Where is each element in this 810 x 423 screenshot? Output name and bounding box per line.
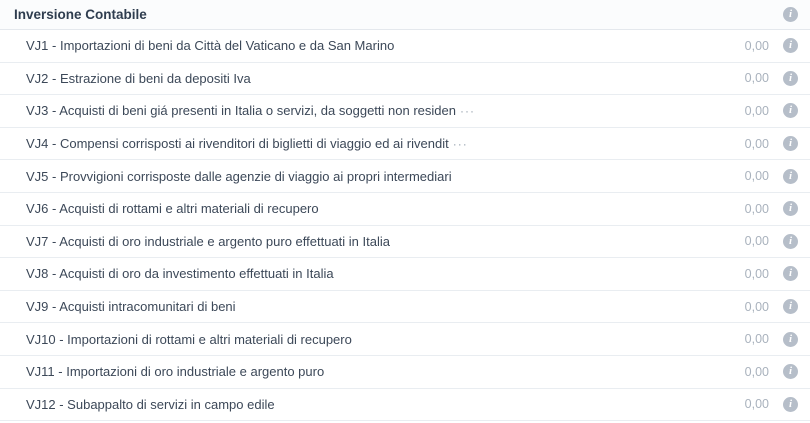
- info-icon[interactable]: i: [783, 299, 798, 314]
- row-label: [26, 266, 699, 281]
- row-amount: 0,00: [744, 103, 769, 118]
- info-icon[interactable]: i: [783, 266, 798, 281]
- row-label: [26, 299, 699, 314]
- table-row[interactable]: [0, 291, 810, 324]
- row-amount: 0,00: [744, 234, 769, 249]
- table-row[interactable]: [0, 160, 810, 193]
- row-label-text: VJ1 - Importazioni di beni da Città del Vaticano e da San Marino: [26, 38, 395, 54]
- table-row[interactable]: [0, 226, 810, 259]
- table-row[interactable]: [0, 30, 810, 63]
- info-icon[interactable]: i: [783, 397, 798, 412]
- row-label: [26, 332, 699, 347]
- row-label-text: VJ10 - Importazioni di rottami e altri materiali di recupero: [26, 331, 352, 347]
- row-label: [26, 71, 699, 86]
- row-label-text: VJ3 - Acquisti di beni giá presenti in Italia o servizi, da soggetti non residen: [26, 103, 456, 119]
- info-icon[interactable]: i: [783, 201, 798, 216]
- info-icon[interactable]: i: [783, 234, 798, 249]
- info-icon[interactable]: i: [783, 364, 798, 379]
- row-label-text: VJ7 - Acquisti di oro industriale e argento puro effettuati in Italia: [26, 233, 390, 249]
- row-label-text: VJ2 - Estrazione di beni da depositi Iva: [26, 70, 251, 86]
- row-label: [26, 201, 699, 216]
- row-amount: 0,00: [744, 201, 769, 216]
- info-icon[interactable]: i: [783, 38, 798, 53]
- page-title: Inversione Contabile: [14, 7, 147, 22]
- table-row[interactable]: [0, 323, 810, 356]
- row-label-text: VJ12 - Subappalto di servizi in campo edile: [26, 396, 275, 412]
- row-amount: 0,00: [744, 38, 769, 53]
- row-label: [26, 397, 699, 412]
- table-row[interactable]: [0, 356, 810, 389]
- row-amount: 0,00: [744, 364, 769, 379]
- row-label-text: VJ9 - Acquisti intracomunitari di beni: [26, 299, 236, 315]
- truncation-ellipsis: ···: [459, 103, 475, 118]
- table-row[interactable]: [0, 95, 810, 128]
- row-label-text: VJ5 - Provvigioni corrisposte dalle agenzie di viaggio ai propri intermediari: [26, 168, 452, 184]
- table-row[interactable]: [0, 389, 810, 422]
- row-amount: 0,00: [744, 169, 769, 184]
- row-amount: 0,00: [744, 71, 769, 86]
- row-label: [26, 364, 699, 379]
- rows-container: [0, 30, 810, 421]
- info-icon[interactable]: i: [783, 332, 798, 347]
- row-label-text: VJ4 - Compensi corrisposti ai rivenditori di biglietti di viaggio ed ai rivendit: [26, 136, 449, 152]
- row-label: [26, 169, 699, 184]
- row-amount: 0,00: [744, 332, 769, 347]
- row-label-text: VJ8 - Acquisti di oro da investimento effettuati in Italia: [26, 266, 334, 282]
- table-row[interactable]: [0, 128, 810, 161]
- row-label: [26, 136, 699, 151]
- row-amount: 0,00: [744, 299, 769, 314]
- row-amount: 0,00: [744, 266, 769, 281]
- info-icon[interactable]: i: [783, 71, 798, 86]
- row-label: [26, 38, 699, 53]
- info-icon[interactable]: i: [783, 136, 798, 151]
- info-icon[interactable]: i: [783, 103, 798, 118]
- table-row[interactable]: [0, 258, 810, 291]
- row-label-text: VJ6 - Acquisti di rottami e altri materiali di recupero: [26, 201, 319, 217]
- info-icon[interactable]: i: [783, 169, 798, 184]
- row-label-text: VJ11 - Importazioni di oro industriale e argento puro: [26, 364, 325, 380]
- truncation-ellipsis: ···: [452, 136, 468, 151]
- section-header: [0, 0, 810, 30]
- table-row[interactable]: [0, 193, 810, 226]
- row-amount: 0,00: [744, 136, 769, 151]
- info-icon[interactable]: i: [783, 7, 798, 22]
- row-label: [26, 234, 699, 249]
- row-amount: 0,00: [744, 397, 769, 412]
- table-row[interactable]: [0, 63, 810, 96]
- row-label: [26, 103, 699, 118]
